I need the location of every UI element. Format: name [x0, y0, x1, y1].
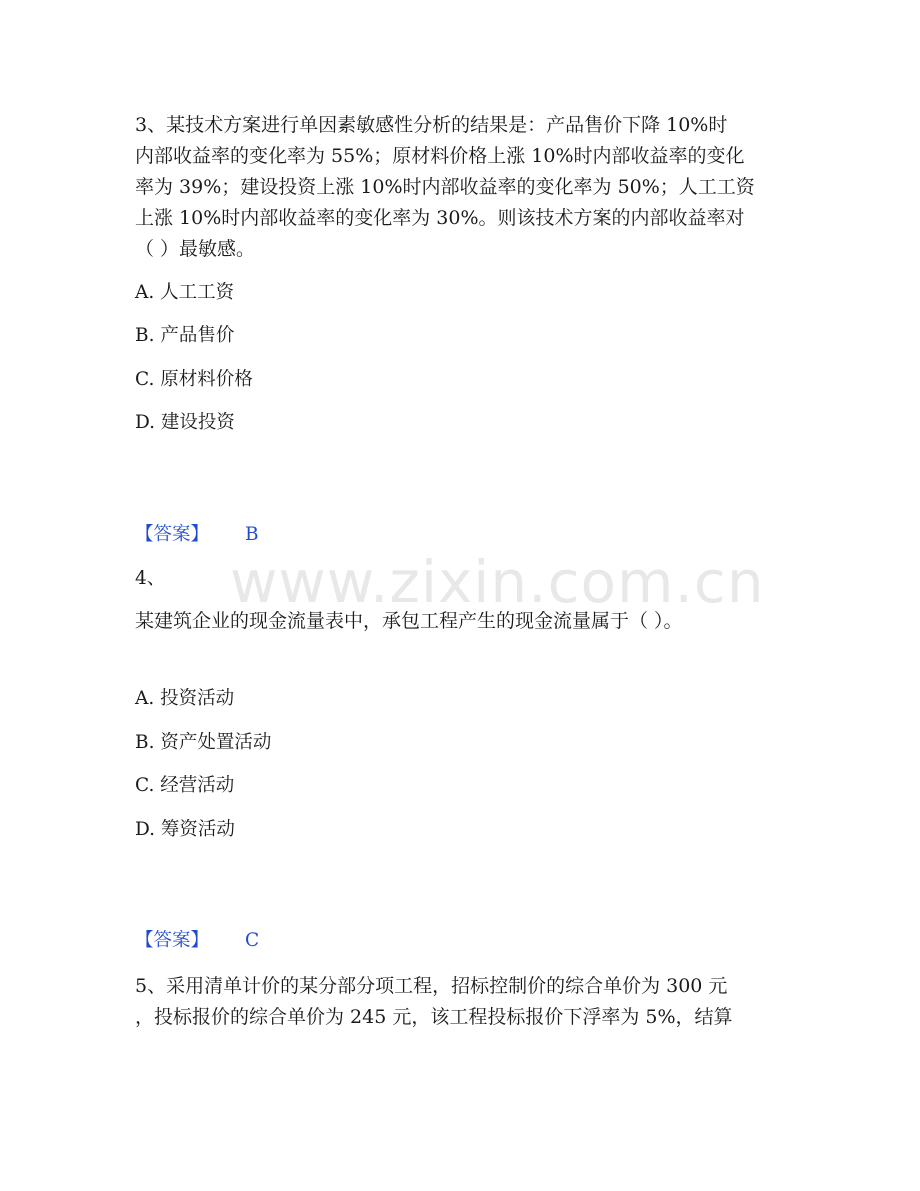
question-3-line: 内部收益率的变化率为 55%；原材料价格上涨 10%时内部收益率的变化 [135, 145, 745, 167]
question-3-option-d: D. 建设投资 [135, 412, 235, 433]
question-4-option-a: A. 投资活动 [135, 688, 235, 709]
question-5-line: 5、采用清单计价的某分部分项工程，招标控制价的综合单价为 300 元 [135, 975, 728, 997]
question-4-line: 某建筑企业的现金流量表中，承包工程产生的现金流量属于（ ）。 [135, 610, 683, 632]
answer-label: 【答案】 [135, 930, 210, 951]
question-5-stem [135, 971, 785, 1033]
question-4-option-b: B. 资产处置活动 [135, 732, 272, 753]
question-4-option-c: C. 经营活动 [135, 775, 235, 796]
question-3-stem [135, 110, 785, 265]
answer-label: 【答案】 [135, 524, 210, 545]
question-4-stem [135, 606, 785, 637]
question-5-line: ，投标报价的综合单价为 245 元，该工程投标报价下浮率为 5%，结算 [135, 1006, 733, 1028]
question-3-line: （ ）最敏感。 [135, 238, 256, 260]
question-4-answer [135, 928, 259, 954]
question-3-line: 上涨 10%时内部收益率的变化率为 30%。则该技术方案的内部收益率对 [135, 207, 745, 229]
answer-value: B [245, 524, 259, 545]
watermark: www.zixin.com.cn [230, 548, 765, 616]
question-3-option-a: A. 人工工资 [135, 282, 235, 303]
question-3-option-b: B. 产品售价 [135, 325, 235, 346]
question-3-answer [135, 522, 259, 548]
question-4-number: 4、 [135, 568, 166, 589]
answer-value: C [245, 930, 260, 951]
question-3-line: 3、某技术方案进行单因素敏感性分析的结果是：产品售价下降 10%时 [135, 114, 728, 136]
question-3-line: 率为 39%；建设投资上涨 10%时内部收益率的变化率为 50%；人工工资 [135, 176, 755, 198]
question-3-option-c: C. 原材料价格 [135, 369, 253, 390]
question-4-option-d: D. 筹资活动 [135, 819, 235, 840]
